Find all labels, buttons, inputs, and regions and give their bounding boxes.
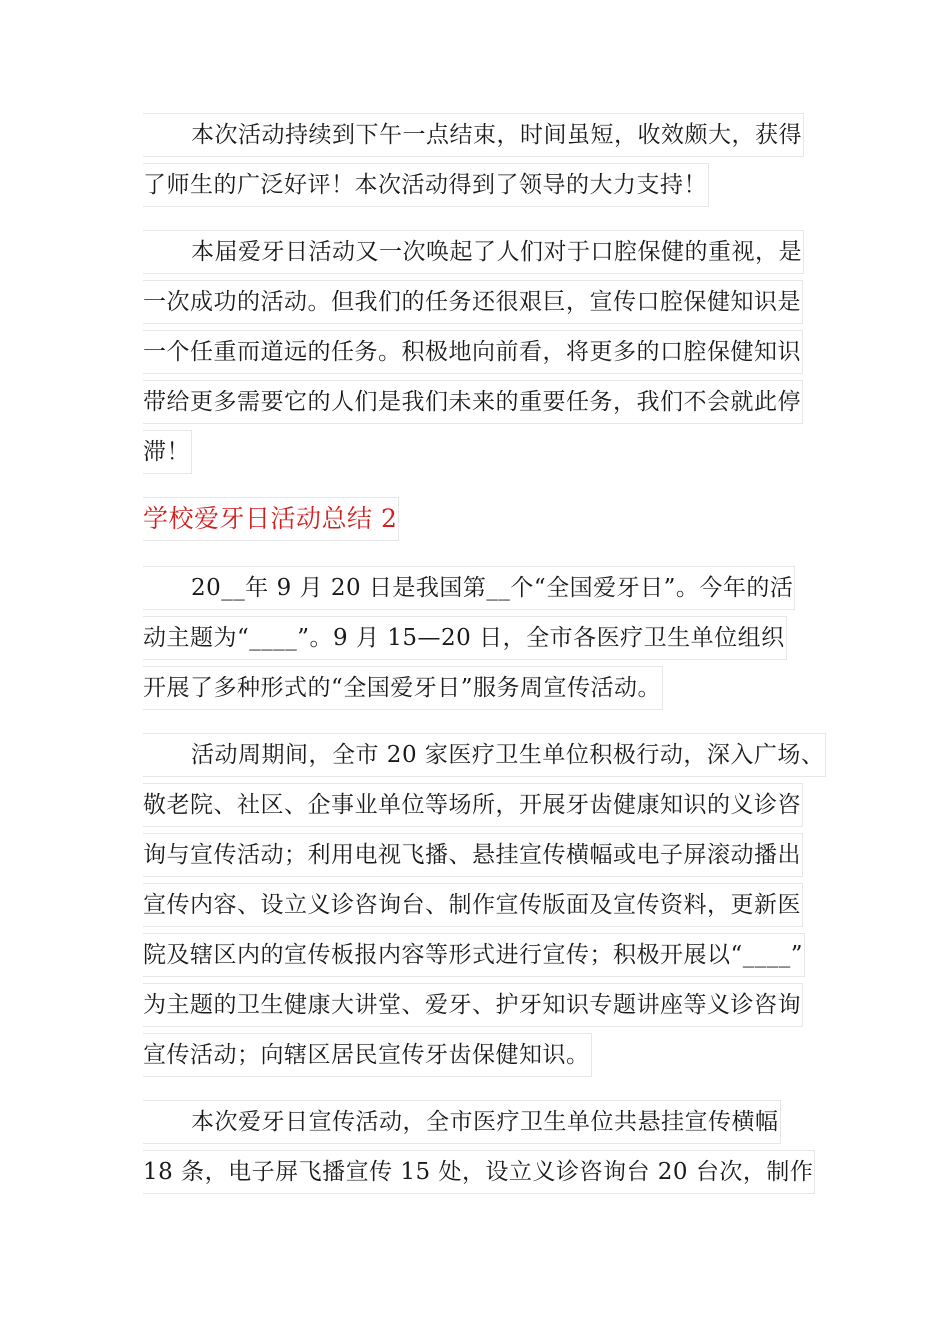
text-line: 20__年 9 月 20 日是我国第__个“全国爱牙日”。今年的活 bbox=[143, 566, 795, 610]
text-line: 敬老院、社区、企事业单位等场所，开展牙齿健康知识的义诊咨 bbox=[143, 783, 803, 827]
text-line: 宣传内容、设立义诊咨询台、制作宣传版面及宣传资料，更新医 bbox=[143, 883, 803, 927]
text-line: 了师生的广泛好评！本次活动得到了领导的大力支持！ bbox=[143, 163, 709, 207]
text-line: 本次爱牙日宣传活动，全市医疗卫生单位共悬挂宣传横幅 bbox=[143, 1100, 781, 1144]
text-line: 带给更多需要它的人们是我们未来的重要任务，我们不会就此停 bbox=[143, 380, 803, 424]
text-line: 院及辖区内的宣传板报内容等形式进行宣传；积极开展以“____” bbox=[143, 933, 805, 977]
text-line: 滞！ bbox=[143, 430, 192, 474]
text-line: 本次活动持续到下午一点结束，时间虽短，收效颇大，获得 bbox=[143, 113, 804, 157]
text-line: 宣传活动；向辖区居民宣传牙齿保健知识。 bbox=[143, 1033, 592, 1077]
text-line: 活动周期间，全市 20 家医疗卫生单位积极行动，深入广场、 bbox=[143, 733, 826, 777]
text-line: 18 条，电子屏飞播宣传 15 处，设立义诊咨询台 20 台次，制作 bbox=[143, 1150, 815, 1194]
section-heading: 学校爱牙日活动总结 2 bbox=[143, 497, 399, 541]
text-line: 一个任重而道远的任务。积极地向前看，将更多的口腔保健知识 bbox=[143, 330, 803, 374]
text-line: 动主题为“____”。9 月 15—20 日，全市各医疗卫生单位组织 bbox=[143, 616, 787, 660]
text-line: 为主题的卫生健康大讲堂、爱牙、护牙知识专题讲座等义诊咨询 bbox=[143, 983, 803, 1027]
text-line: 开展了多种形式的“全国爱牙日”服务周宣传活动。 bbox=[143, 666, 663, 710]
text-line: 询与宣传活动；利用电视飞播、悬挂宣传横幅或电子屏滚动播出 bbox=[143, 833, 803, 877]
text-line: 本届爱牙日活动又一次唤起了人们对于口腔保健的重视，是 bbox=[143, 230, 804, 274]
text-line: 一次成功的活动。但我们的任务还很艰巨，宣传口腔保健知识是 bbox=[143, 280, 803, 324]
